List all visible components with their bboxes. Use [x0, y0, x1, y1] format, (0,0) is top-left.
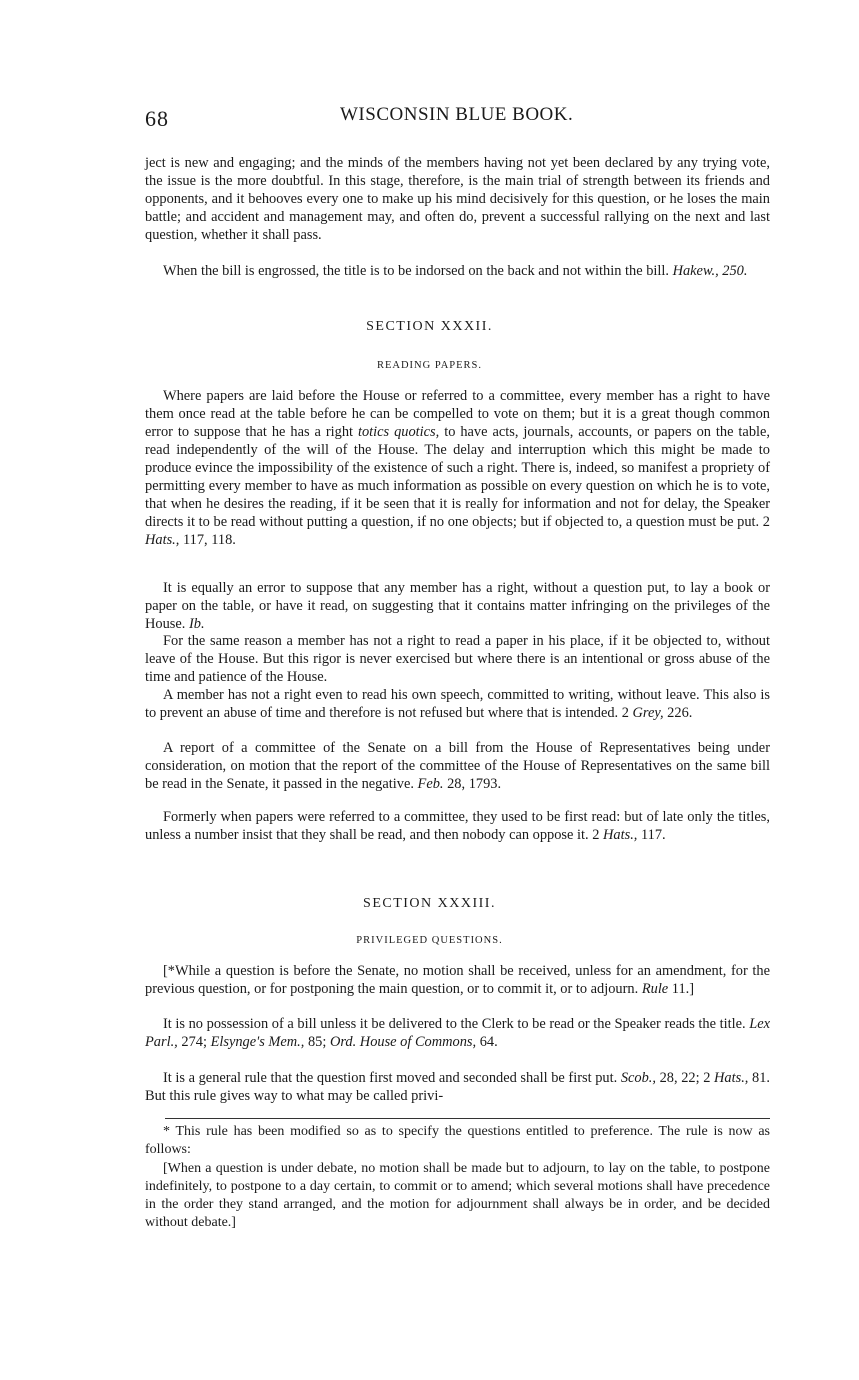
citation: Ord. House of Commons, — [329, 1034, 477, 1050]
paragraph — [145, 579, 770, 633]
paragraph — [145, 739, 770, 793]
text: It is a general rule that the question first moved and seconded shall be first put. — [163, 1070, 621, 1086]
section-title: SECTION XXXII. — [366, 319, 493, 334]
text: to have acts, journals, accounts, or papers on the table, read independently of the will of the House. The delay and interruption which this might be made to produce evince the impossibility of the existence of such a right. There is, indeed, so manifest a propriety of permitting every member to have as much information as possible on every question on which he is to vote, that when he desires the reading, if it be seen that it is really for information and not for delay, the Speaker directs it to be read without putting a question, if no one objects; but if objected to, a question must be put. 2 — [145, 424, 770, 530]
text: 117, 118. — [179, 532, 236, 548]
text: 274; — [177, 1034, 211, 1050]
citation: Lex Parl., — [145, 1016, 770, 1050]
page-number: 68 — [145, 106, 169, 131]
section-title: SECTION XXXIII. — [363, 896, 496, 911]
text: 28, 22; 2 — [655, 1070, 715, 1086]
paragraph — [145, 686, 770, 722]
section-subtitle: READING PAPERS. — [376, 360, 483, 371]
citation: Elsynge's Mem., — [210, 1034, 305, 1050]
text: 85; — [304, 1034, 330, 1050]
citation: Ib. — [188, 616, 205, 632]
text: A member has not a right even to read his own speech, committed to writing, without leave. This also is to prevent an abuse of time and therefore is not refused but where that is intended. 2 — [145, 687, 770, 721]
paragraph: For the same reason a member has not a right to read a paper in his place, if it be objected to, without leave of the House. But this rigor is never exercised but where there is an intentional or gross abuse of the time and patience of the House. — [145, 633, 770, 685]
paragraph — [145, 808, 770, 844]
text: It is equally an error to suppose that any member has a right, without a question put, to lay a book or paper on the table, or have it read, on suggesting that it contains matter infringing on the privileges of the House. — [145, 580, 770, 632]
citation: Hats., — [603, 827, 638, 843]
footnote: [When a question is under debate, no motion shall be made but to adjourn, to lay on the table, to postpone indefinitely, to postpone to a day certain, to commit or to amend; which several motions shall have precedence in the order they stand arranged, and the motion for adjournment shall always be in order, and be decided without debate.] — [145, 1161, 770, 1230]
text: 64. — [476, 1034, 498, 1050]
text: [*While a question is before the Senate, no motion shall be received, unless for an amendment, for the previous question, or for postponing the main question, or to commit it, or to adjourn. — [145, 963, 770, 997]
paragraph — [145, 962, 770, 998]
citation: Hakew., 250. — [672, 263, 748, 279]
paragraph — [145, 262, 770, 280]
text: 226. — [663, 705, 693, 721]
citation: Hats., — [714, 1070, 749, 1086]
citation: Feb. — [417, 776, 444, 792]
citation: Rule — [641, 981, 669, 997]
section-subtitle: PRIVILEGED QUESTIONS. — [356, 935, 503, 946]
text: A report of a committee of the Senate on a bill from the House of Representatives being under consideration, on motion that the report of the committee of the House of Representatives on the same bill be read in the Senate, it passed in the negative. — [145, 740, 770, 792]
citation: Scob., — [620, 1070, 656, 1086]
text: It is no possession of a bill unless it be delivered to the Clerk to be read or the Speaker reads the title. — [163, 1016, 750, 1032]
text: Where papers are laid before the House or referred to a committee, every member has a right to have them once read at the table before he can be compelled to vote on them; but it is a great though common error to suppose that he has a right — [145, 388, 770, 440]
text: 81. But this rule gives way to what may be called privi- — [145, 1070, 771, 1104]
text: 117. — [637, 827, 666, 843]
paragraph — [145, 1069, 770, 1105]
text: 28, 1793. — [443, 776, 502, 792]
text: When the bill is engrossed, the title is to be indorsed on the back and not within the bill. — [163, 263, 673, 279]
latin-term: totics quotics, — [357, 424, 440, 440]
text: 11.] — [668, 981, 695, 997]
paragraph — [145, 1015, 770, 1051]
footnote: * This rule has been modified so as to specify the questions entitled to preference. The rule is now as follows: — [145, 1124, 770, 1157]
paragraph — [145, 387, 770, 549]
running-head: WISCONSIN BLUE BOOK. — [340, 104, 574, 125]
citation: Hats., — [145, 532, 180, 548]
paragraph: ject is new and engaging; and the minds of the members having not yet been declared by any trying vote, the issue is the more doubtful. In this stage, therefore, is the main trial of strength between its friends and opponents, and it behooves every one to make up his mind decisively for this question, or he loses the main battle; and accident and management may, and often do, prevent a successful rallying on the next and last question, whether it shall pass. — [145, 155, 770, 243]
footnote-rule — [165, 1118, 770, 1119]
text: Formerly when papers were referred to a committee, they used to be first read: but of late only the titles, unless a number insist that they shall be read, and then nobody can oppose it. 2 — [145, 809, 770, 843]
citation: Grey, — [632, 705, 664, 721]
